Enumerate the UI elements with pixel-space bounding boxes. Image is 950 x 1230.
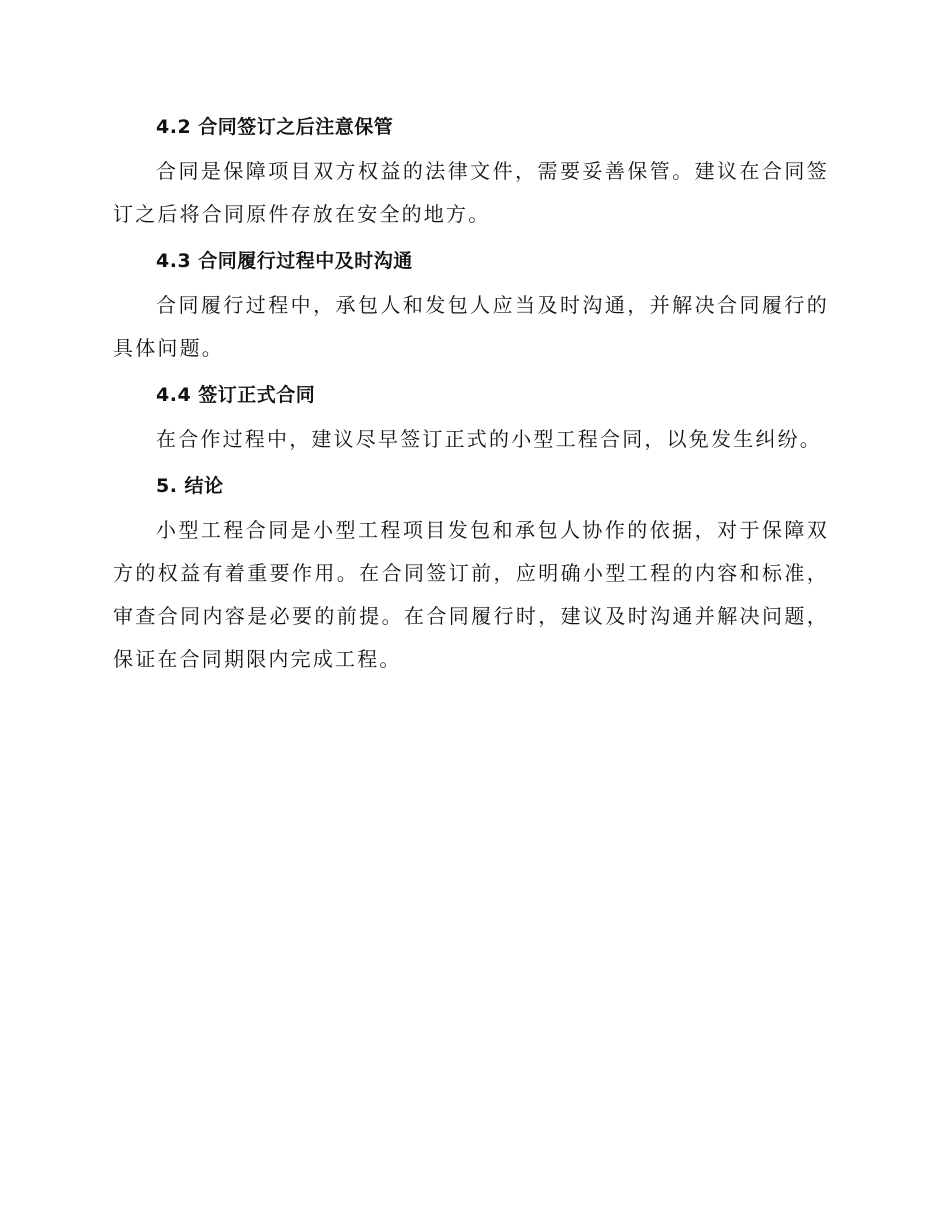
section-heading-conclusion: 5. 结论 [156,475,224,497]
section-paragraph-4-3: 合同履行过程中，承包人和发包人应当及时沟通，并解决合同履行的具体问题。 [113,293,829,360]
section-paragraph-4-4: 在合作过程中，建议尽早签订正式的小型工程合同，以免发生纠纷。 [156,427,822,451]
document-body [113,108,829,687]
section-heading-4-2: 4.2 合同签订之后注意保管 [156,116,394,138]
section-paragraph-conclusion: 小型工程合同是小型工程项目发包和承包人协作的依据，对于保障双方的权益有着重要作用。在合同签订前，应明确小型工程的内容和标准，审查合同内容是必要的前提。在合同履行时，建议及时沟通并解决问题，保证在合同期限内完成工程。 [113,518,829,671]
section-paragraph-4-2: 合同是保障项目双方权益的法律文件，需要妥善保管。建议在合同签订之后将合同原件存放在安全的地方。 [113,159,829,226]
section-heading-4-4: 4.4 签订正式合同 [156,384,316,406]
section-heading-4-3: 4.3 合同履行过程中及时沟通 [156,250,413,272]
